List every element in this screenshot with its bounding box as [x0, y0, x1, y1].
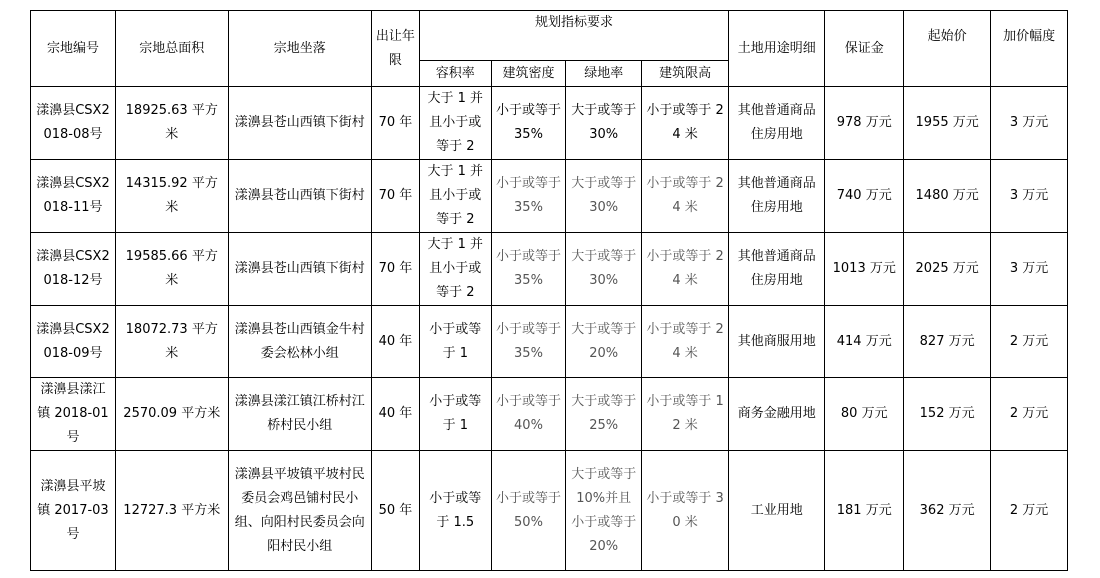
cell-location: 漾濞县平坡镇平坡村民委员会鸡邑铺村民小组、向阳村民委员会向阳村民小组 — [228, 451, 371, 571]
cell-increment: 2 万元 — [991, 378, 1068, 451]
cell-start-price: 2025 万元 — [904, 233, 991, 306]
header-start-price: 起始价 — [904, 11, 991, 87]
cell-density: 小于或等于 40% — [491, 378, 566, 451]
cell-start-price: 827 万元 — [904, 306, 991, 378]
header-location: 宗地坐落 — [228, 11, 371, 87]
header-height: 建筑限高 — [642, 61, 729, 87]
cell-term: 40 年 — [371, 378, 419, 451]
cell-greening: 大于或等于 25% — [566, 378, 642, 451]
cell-increment: 3 万元 — [991, 160, 1068, 233]
cell-far: 小于或等于 1.5 — [419, 451, 491, 571]
cell-parcel-no: 漾濞县CSX2018-08号 — [31, 87, 116, 160]
cell-far: 大于 1 并且小于或等于 2 — [419, 233, 491, 306]
cell-deposit: 414 万元 — [825, 306, 904, 378]
cell-far: 小于或等于 1 — [419, 306, 491, 378]
cell-term: 70 年 — [371, 233, 419, 306]
cell-height: 小于或等于 24 米 — [642, 306, 729, 378]
cell-term: 50 年 — [371, 451, 419, 571]
cell-parcel-no: 漾濞县CSX2018-09号 — [31, 306, 116, 378]
table-row — [31, 306, 1068, 378]
cell-height: 小于或等于 24 米 — [642, 160, 729, 233]
table-row — [31, 378, 1068, 451]
cell-land-use: 其他普通商品住房用地 — [729, 160, 825, 233]
cell-deposit: 740 万元 — [825, 160, 904, 233]
header-greening: 绿地率 — [566, 61, 642, 87]
cell-total-area: 18072.73 平方米 — [115, 306, 228, 378]
cell-height: 小于或等于 30 米 — [642, 451, 729, 571]
header-total-area: 宗地总面积 — [115, 11, 228, 87]
cell-greening: 大于或等于 30% — [566, 87, 642, 160]
cell-term: 70 年 — [371, 87, 419, 160]
cell-total-area: 18925.63 平方米 — [115, 87, 228, 160]
table-row — [31, 87, 1068, 160]
cell-location: 漾濞县苍山西镇金牛村委会松林小组 — [228, 306, 371, 378]
header-increment: 加价幅度 — [991, 11, 1068, 87]
cell-location: 漾濞县苍山西镇下街村 — [228, 160, 371, 233]
header-land-use: 土地用途明细 — [729, 11, 825, 87]
cell-parcel-no: 漾濞县CSX2018-12号 — [31, 233, 116, 306]
cell-land-use: 工业用地 — [729, 451, 825, 571]
cell-location: 漾濞县漾江镇江桥村江桥村民小组 — [228, 378, 371, 451]
cell-increment: 2 万元 — [991, 451, 1068, 571]
cell-location: 漾濞县苍山西镇下街村 — [228, 233, 371, 306]
cell-far: 小于或等于 1 — [419, 378, 491, 451]
table-row — [31, 233, 1068, 306]
cell-start-price: 152 万元 — [904, 378, 991, 451]
cell-land-use: 其他普通商品住房用地 — [729, 233, 825, 306]
cell-deposit: 1013 万元 — [825, 233, 904, 306]
cell-parcel-no: 漾濞县平坡镇 2017-03号 — [31, 451, 116, 571]
cell-greening: 大于或等于 20% — [566, 306, 642, 378]
cell-increment: 3 万元 — [991, 87, 1068, 160]
cell-total-area: 19585.66 平方米 — [115, 233, 228, 306]
cell-deposit: 181 万元 — [825, 451, 904, 571]
header-far: 容积率 — [419, 61, 491, 87]
cell-term: 40 年 — [371, 306, 419, 378]
cell-increment: 2 万元 — [991, 306, 1068, 378]
cell-deposit: 80 万元 — [825, 378, 904, 451]
cell-location: 漾濞县苍山西镇下街村 — [228, 87, 371, 160]
cell-total-area: 2570.09 平方米 — [115, 378, 228, 451]
cell-land-use: 其他商服用地 — [729, 306, 825, 378]
cell-greening: 大于或等于 10%并且小于或等于 20% — [566, 451, 642, 571]
cell-start-price: 1480 万元 — [904, 160, 991, 233]
cell-greening: 大于或等于 30% — [566, 233, 642, 306]
cell-density: 小于或等于 50% — [491, 451, 566, 571]
cell-far: 大于 1 并且小于或等于 2 — [419, 87, 491, 160]
cell-start-price: 1955 万元 — [904, 87, 991, 160]
cell-term: 70 年 — [371, 160, 419, 233]
table-row — [31, 451, 1068, 571]
header-planning: 规划指标要求 — [419, 11, 728, 61]
header-row — [31, 11, 1068, 61]
cell-height: 小于或等于 24 米 — [642, 87, 729, 160]
cell-height: 小于或等于 24 米 — [642, 233, 729, 306]
cell-parcel-no: 漾濞县漾江镇 2018-01号 — [31, 378, 116, 451]
cell-total-area: 14315.92 平方米 — [115, 160, 228, 233]
header-deposit: 保证金 — [825, 11, 904, 87]
cell-density: 小于或等于 35% — [491, 306, 566, 378]
cell-start-price: 362 万元 — [904, 451, 991, 571]
land-parcel-table — [30, 10, 1068, 571]
cell-height: 小于或等于 12 米 — [642, 378, 729, 451]
cell-increment: 3 万元 — [991, 233, 1068, 306]
cell-density: 小于或等于 35% — [491, 160, 566, 233]
header-term: 出让年限 — [371, 11, 419, 87]
cell-parcel-no: 漾濞县CSX2018-11号 — [31, 160, 116, 233]
cell-land-use: 其他普通商品住房用地 — [729, 87, 825, 160]
header-density: 建筑密度 — [491, 61, 566, 87]
cell-density: 小于或等于 35% — [491, 233, 566, 306]
header-parcel-no: 宗地编号 — [31, 11, 116, 87]
cell-far: 大于 1 并且小于或等于 2 — [419, 160, 491, 233]
cell-total-area: 12727.3 平方米 — [115, 451, 228, 571]
cell-land-use: 商务金融用地 — [729, 378, 825, 451]
cell-greening: 大于或等于 30% — [566, 160, 642, 233]
cell-density: 小于或等于 35% — [491, 87, 566, 160]
table-row — [31, 160, 1068, 233]
cell-deposit: 978 万元 — [825, 87, 904, 160]
